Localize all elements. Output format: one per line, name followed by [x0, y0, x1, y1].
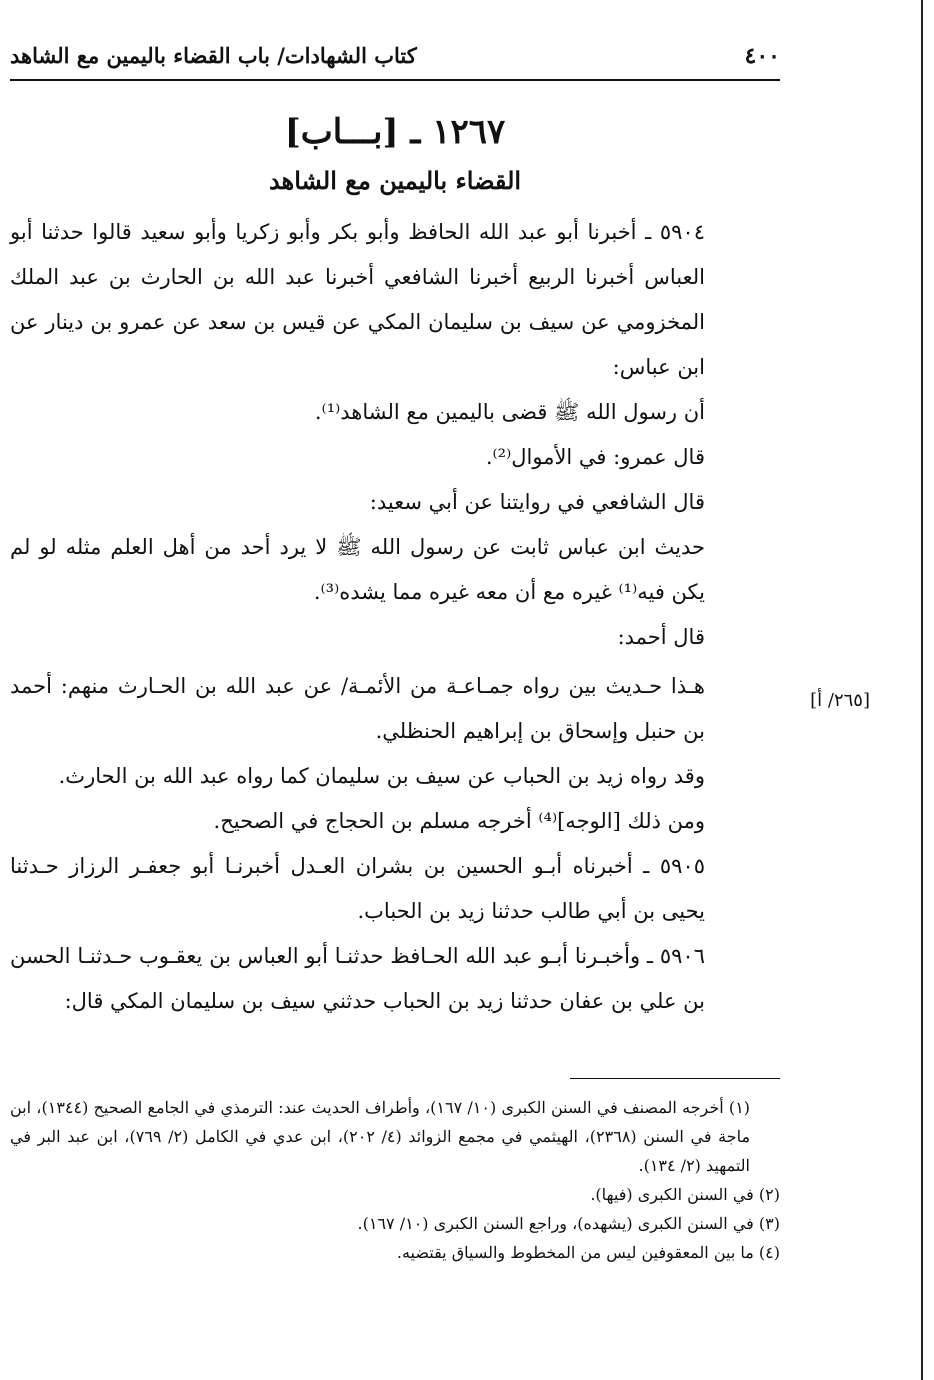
paragraph-muslim: ومن ذلك [الوجه]⁽⁴⁾ أخرجه مسلم بن الحجاج في الصحيح. — [213, 809, 705, 833]
hadith-5906: ٥٩٠٦ ـ وأخبـرنا أبـو عبد الله الحـافظ حدثنـا أبو العباس بن يعقـوب حـدثنـا الحسن بن علي بن عفان حدثنا زيد بن الحباب حدثني سيف بن سليمان المكي قال: — [10, 944, 705, 1013]
page-number: ٤٠٠ — [744, 43, 780, 69]
hadith-5905: ٥٩٠٥ ـ أخبرناه أبـو الحسين بن بشران العـدل أخبرنـا أبو جعفـر الرزاز حـدثنا يحيى بن أبي طالب حدثنا زيد بن الحباب. — [10, 854, 705, 923]
paragraph-ahmad: قال أحمد: — [617, 625, 705, 649]
paragraph-hadith-bayyin: هـذا حـديث بين رواه جمـاعـة من الأئمـة/ عن عبد الله بن الحـارث منهم: أحمد بن حنبل وإسحاق بن إبراهيم الحنظلي. — [10, 674, 705, 743]
footnote-rule — [570, 1078, 780, 1079]
page-header — [10, 35, 780, 75]
hadith-text: أن رسول الله ﷺ قضى باليمين مع الشاهد⁽¹⁾. — [314, 400, 705, 424]
footnote-1: (١) أخرجه المصنف في السنن الكبرى (١٠/ ١٦٧)، وأطراف الحديث عند: الترمذي في الجامع الصحيح (١٣٤٤)، ابن ماجة في السنن (٢٣٦٨)، الهيثمي في مجمع الزوائد (٤/ ٢٠٢)، ابن عدي في الكامل (٢/ ٧٦٩)، ابن عبد البر في التمهيد (٢/ ١٣٤). — [10, 1098, 751, 1175]
chapter-number: ١٢٦٧ ـ [بـــاب] — [284, 112, 506, 152]
paragraph-shafii: قال الشافعي في روايتنا عن أبي سعيد: — [369, 490, 705, 514]
chapter-title: القضاء باليمين مع الشاهد — [268, 166, 522, 195]
footnote-2: (٢) في السنن الكبرى (فيها). — [590, 1185, 780, 1204]
paragraph-ibn-abbas: حديث ابن عباس ثابت عن رسول الله ﷺ لا يرد أحد من أهل العلم مثله لو لم يكن فيه⁽¹⁾ غيره مع أن معه غيره مما يشده⁽³⁾. — [10, 535, 705, 604]
main-text — [10, 210, 780, 1024]
hadith-5904: ٥٩٠٤ ـ أخبرنا أبو عبد الله الحافظ وأبو بكر وأبو زكريا وأبو سعيد قالوا حدثنا أبو العباس أخبرنا الربيع أخبرنا الشافعي أخبرنا عبد الله بن الحارث بن عبد الملك المخزومي عن سيف بن سليمان المكي عن قيس بن سعد عن عمرو بن دينار عن ابن عباس: — [10, 220, 705, 379]
footnote-3: (٣) في السنن الكبرى (يشهده)، وراجع السنن الكبرى (١٠/ ١٦٧). — [357, 1214, 780, 1233]
header-rule — [10, 79, 780, 81]
page-edge-line — [921, 0, 923, 1380]
paragraph-amr: قال عمرو: في الأموال⁽²⁾. — [485, 445, 705, 469]
margin-folio-note: [٢٦٥/ أ] — [810, 690, 870, 711]
footnotes — [10, 1093, 780, 1267]
footnote-4: (٤) ما بين المعقوفين ليس من المخطوط والسياق يقتضيه. — [396, 1243, 780, 1262]
running-title: كتاب الشهادات/ باب القضاء باليمين مع الشاهد — [10, 43, 417, 68]
paragraph-zayd: وقد رواه زيد بن الحباب عن سيف بن سليمان كما رواه عبد الله بن الحارث. — [58, 764, 705, 788]
